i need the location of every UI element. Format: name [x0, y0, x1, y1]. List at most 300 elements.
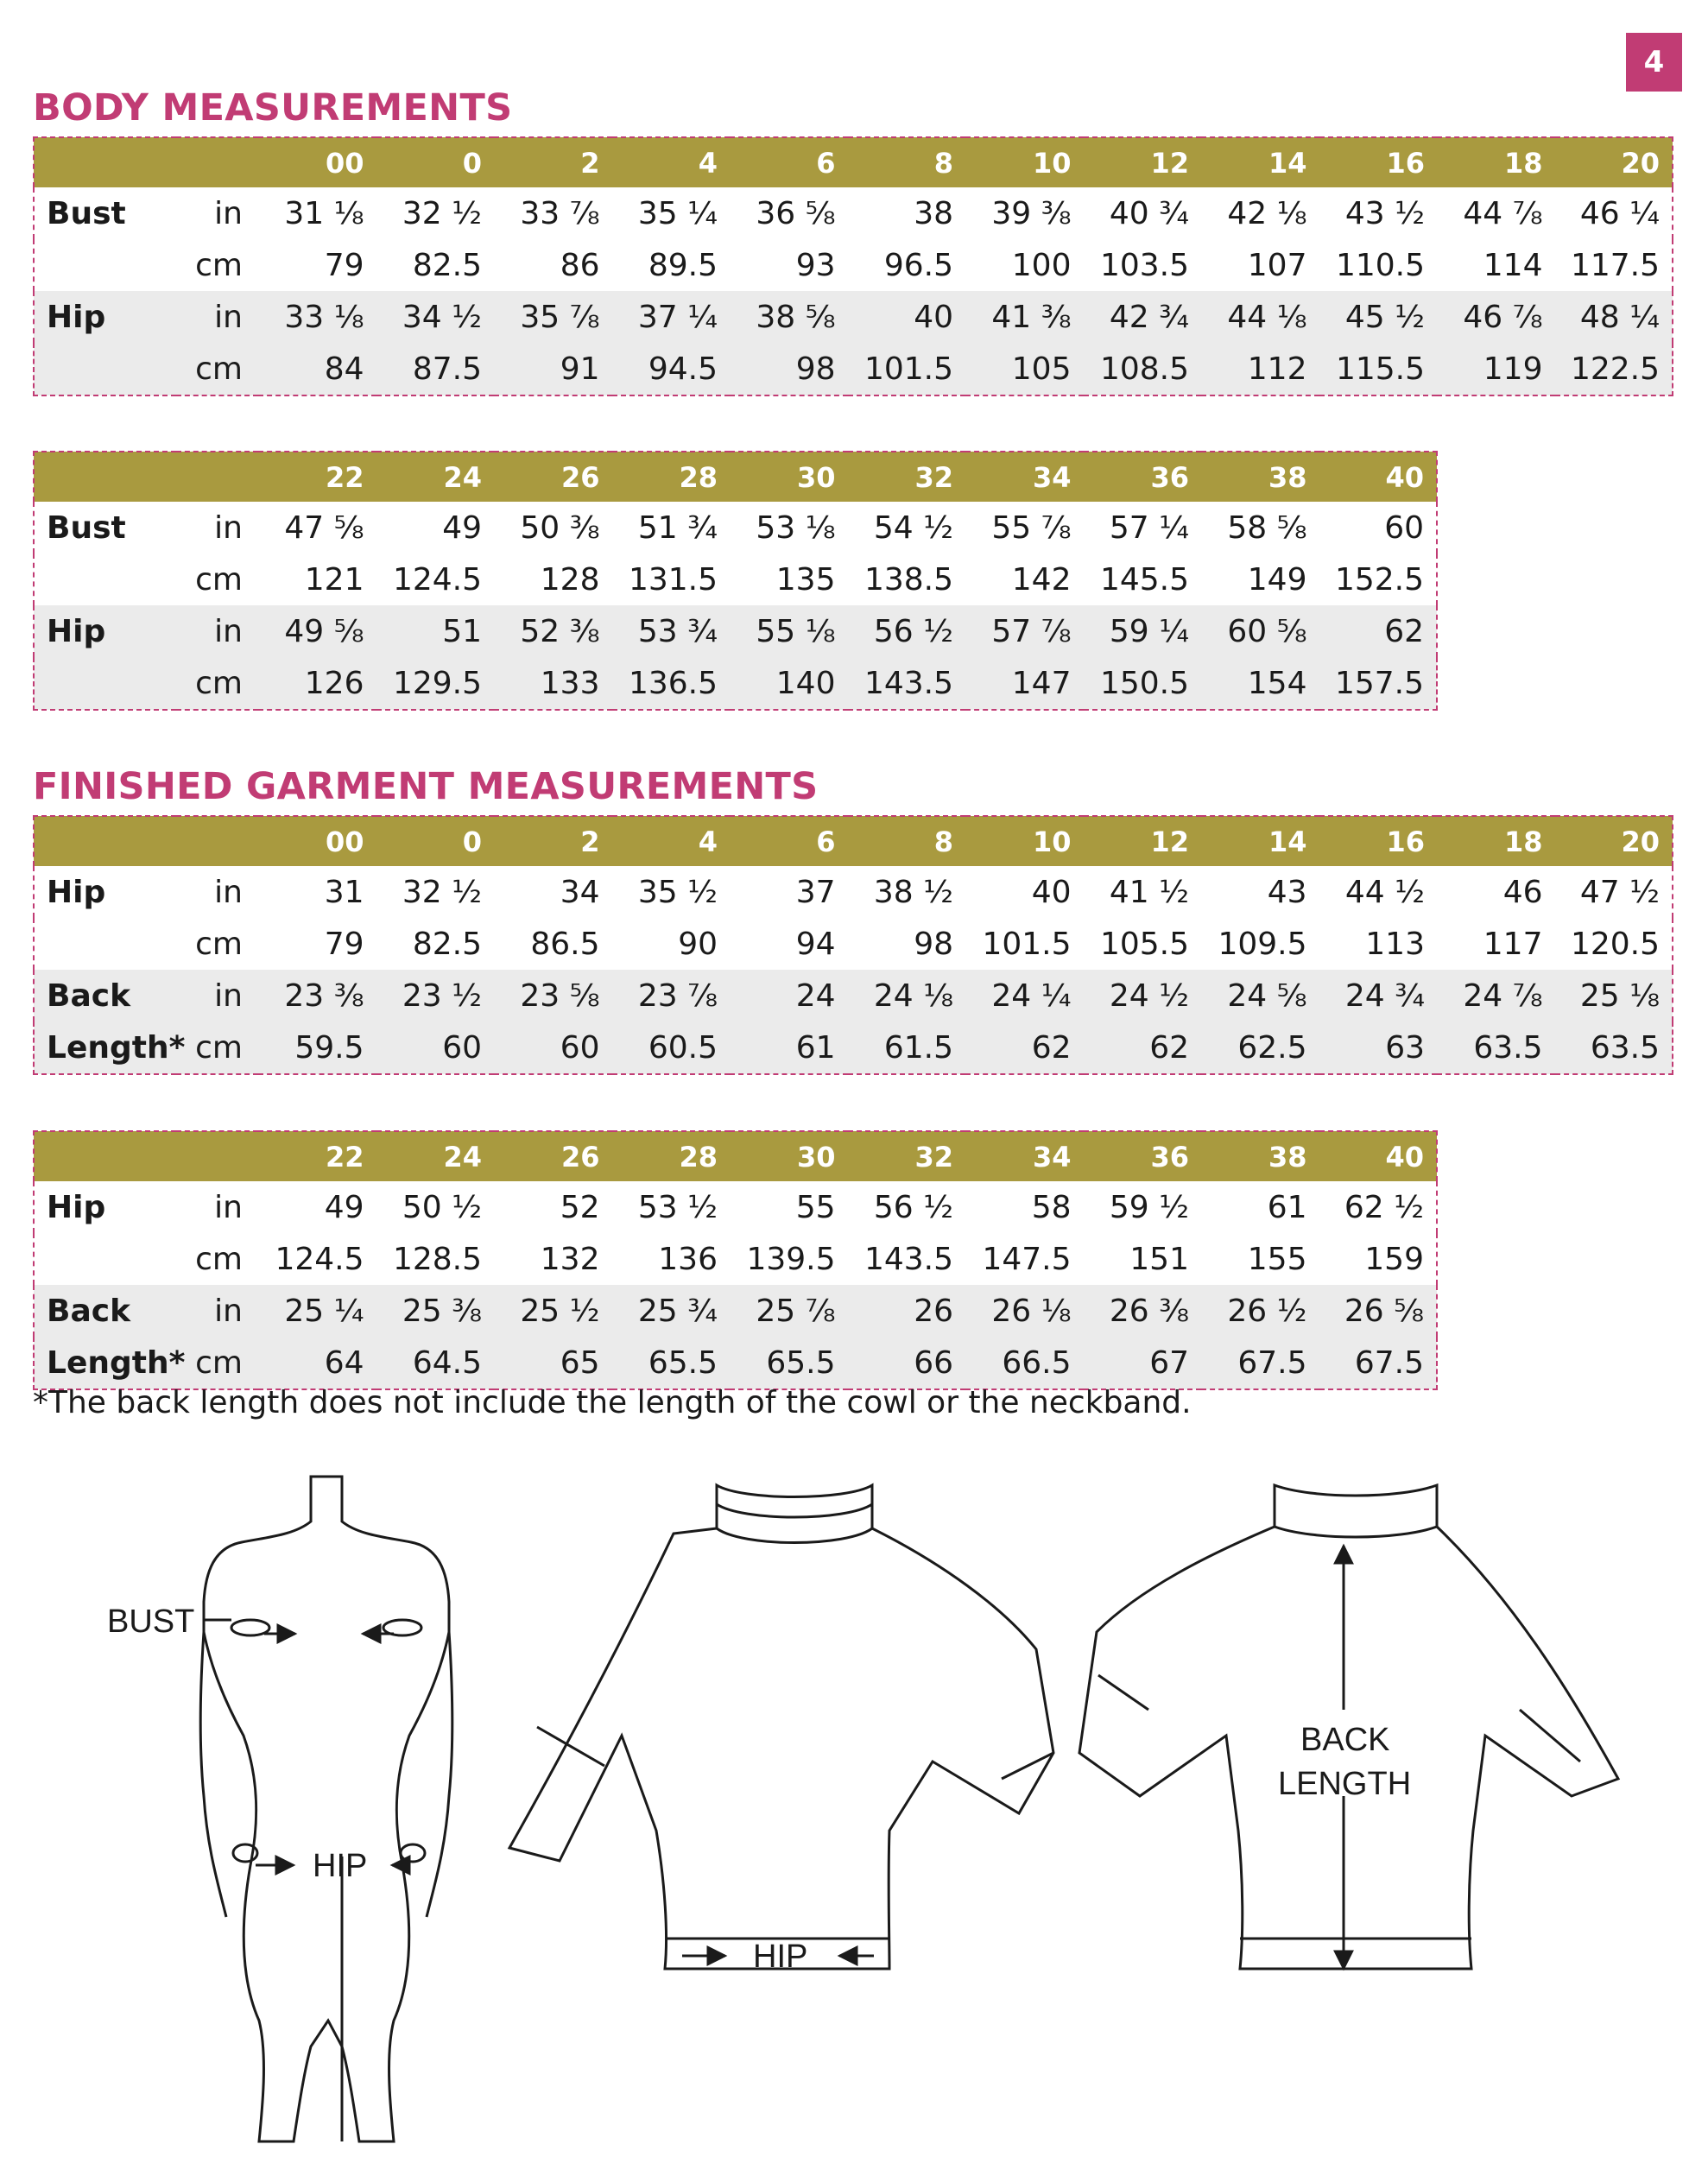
- measurement-value: 24 ⅝: [1201, 970, 1319, 1022]
- back-length-footnote: *The back length does not include the length of the cowl or the neckband.: [33, 1385, 1192, 1420]
- size-header-cell: 34: [965, 1131, 1084, 1181]
- measurement-label: [34, 553, 176, 605]
- garment-measurements-table-1: [33, 815, 1673, 1075]
- measurement-label: Length*: [34, 1337, 176, 1389]
- size-header-cell: 28: [612, 452, 731, 502]
- measurement-value: 143.5: [863, 1241, 953, 1277]
- size-header-cell: 38: [1201, 1131, 1319, 1181]
- size-header-cell: 32: [848, 1131, 966, 1181]
- front-body-outline: [509, 1528, 1053, 1969]
- measurement-value: 117: [1483, 926, 1543, 962]
- measurement-value: 40: [1031, 874, 1072, 910]
- size-header-cell: 10: [965, 816, 1084, 866]
- measurement-value: 49: [442, 509, 482, 546]
- measurement-value: 128: [540, 561, 600, 598]
- size-header-cell: 4: [612, 816, 731, 866]
- size-header-cell: 14: [1201, 816, 1319, 866]
- measurement-value: 47 ½: [1579, 874, 1660, 910]
- measurement-value: 51: [376, 605, 495, 657]
- size-header-row: [34, 1131, 1437, 1181]
- measurement-value: 26 ⅝: [1319, 1285, 1438, 1337]
- garment-measurements-table-2: [33, 1130, 1438, 1390]
- measurement-value: 25 ¾: [612, 1285, 731, 1337]
- size-header-cell: 24: [376, 1131, 495, 1181]
- header-blank-cell: [34, 452, 176, 502]
- body-measurements-title: BODY MEASUREMENTS: [33, 86, 513, 130]
- measurement-value: 62: [965, 1022, 1084, 1074]
- measurement-value: 39 ⅜: [991, 195, 1072, 231]
- size-header-cell: 34: [965, 452, 1084, 502]
- size-header-cell: 6: [730, 816, 848, 866]
- measurement-value: 46 ¼: [1579, 195, 1660, 231]
- unit-label: in: [176, 1285, 258, 1337]
- measurement-value: 150.5: [1084, 657, 1202, 710]
- measurement-value: 65.5: [730, 1337, 848, 1389]
- measurement-label: Bust: [47, 509, 126, 546]
- size-header-cell: 26: [494, 1131, 612, 1181]
- measurement-value: 53 ⅛: [756, 509, 836, 546]
- measurement-value: 103.5: [1099, 247, 1189, 283]
- measurement-value: 34 ½: [376, 291, 495, 343]
- garment-hip-label: HIP: [753, 1939, 808, 1975]
- size-header-cell: 12: [1084, 816, 1202, 866]
- measurement-value: 32 ½: [402, 195, 482, 231]
- size-header-cell: 30: [730, 1131, 848, 1181]
- measurement-value: 60.5: [612, 1022, 731, 1074]
- measurement-value: 87.5: [376, 343, 495, 395]
- size-header-cell: 20: [1555, 137, 1673, 187]
- right-arm-outline: [427, 1632, 452, 1917]
- measurement-label: Bust: [47, 195, 126, 231]
- measurement-value: 119: [1437, 343, 1555, 395]
- measurement-label: [34, 239, 176, 291]
- measurement-value: 43: [1267, 874, 1307, 910]
- size-header-cell: 0: [376, 137, 495, 187]
- measurement-row: [34, 239, 1673, 291]
- measurement-value: 152.5: [1334, 561, 1424, 598]
- unit-label: in: [214, 509, 243, 546]
- measurement-value: 26 ⅜: [1084, 1285, 1202, 1337]
- measurement-value: 60: [1384, 509, 1424, 546]
- measurement-row: [34, 605, 1437, 657]
- measurement-value: 67.5: [1319, 1337, 1438, 1389]
- size-header-cell: 22: [258, 452, 376, 502]
- size-header-cell: 14: [1201, 137, 1319, 187]
- measurement-row: [34, 553, 1437, 605]
- measurement-value: 26: [848, 1285, 966, 1337]
- size-header-cell: 18: [1437, 137, 1555, 187]
- measurement-value: 42 ⅛: [1227, 195, 1307, 231]
- measurement-value: 50 ⅜: [520, 509, 600, 546]
- measurement-value: 31: [324, 874, 364, 910]
- measurement-value: 105.5: [1099, 926, 1189, 962]
- measurement-value: 90: [678, 926, 718, 962]
- measurement-value: 25 ½: [494, 1285, 612, 1337]
- measurement-value: 25 ⅞: [730, 1285, 848, 1337]
- measurement-row: [34, 291, 1673, 343]
- measurement-value: 23 ⅝: [494, 970, 612, 1022]
- size-header-cell: 24: [376, 452, 495, 502]
- size-header-cell: 12: [1084, 137, 1202, 187]
- measurement-value: 56 ½: [848, 605, 966, 657]
- measurement-value: 122.5: [1555, 343, 1673, 395]
- measurement-diagrams: [0, 1451, 1708, 2176]
- size-header-cell: 40: [1319, 1131, 1438, 1181]
- measurement-label: Length*: [34, 1022, 176, 1074]
- header-blank-cell: [176, 1131, 258, 1181]
- measurement-value: 58: [1031, 1189, 1072, 1225]
- size-header-cell: 36: [1084, 452, 1202, 502]
- unit-label: cm: [176, 1337, 258, 1389]
- measurement-value: 23 ⅜: [258, 970, 376, 1022]
- measurement-value: 126: [258, 657, 376, 710]
- measurement-value: 147.5: [982, 1241, 1072, 1277]
- measurement-row: [34, 657, 1437, 710]
- measurement-value: 31 ⅛: [284, 195, 364, 231]
- measurement-value: 65: [494, 1337, 612, 1389]
- measurement-value: 59.5: [258, 1022, 376, 1074]
- size-header-cell: 4: [612, 137, 731, 187]
- measurement-value: 62 ½: [1344, 1189, 1424, 1225]
- measurement-value: 82.5: [412, 926, 482, 962]
- measurement-value: 38 ½: [873, 874, 953, 910]
- measurement-value: 79: [324, 926, 364, 962]
- unit-label: cm: [176, 343, 258, 395]
- measurement-value: 64.5: [376, 1337, 495, 1389]
- measurement-value: 135: [775, 561, 836, 598]
- measurement-value: 33 ⅛: [258, 291, 376, 343]
- left-arm-outline: [200, 1632, 226, 1917]
- measurement-value: 100: [1011, 247, 1072, 283]
- measurement-row: [34, 918, 1673, 970]
- measurement-value: 57 ⅞: [965, 605, 1084, 657]
- header-blank-cell: [176, 452, 258, 502]
- measurement-value: 139.5: [746, 1241, 836, 1277]
- unit-label: cm: [195, 247, 243, 283]
- size-header-cell: 18: [1437, 816, 1555, 866]
- measurement-value: 25 ⅜: [376, 1285, 495, 1337]
- measurement-value: 48 ¼: [1555, 291, 1673, 343]
- measurement-value: 41 ⅜: [965, 291, 1084, 343]
- measurement-value: 62: [1319, 605, 1438, 657]
- measurement-value: 44 ⅛: [1201, 291, 1319, 343]
- measurement-value: 94: [795, 926, 836, 962]
- measurement-value: 35 ½: [637, 874, 718, 910]
- measurement-label: Hip: [34, 605, 176, 657]
- measurement-value: 25 ¼: [258, 1285, 376, 1337]
- bust-ring-left: [231, 1620, 269, 1635]
- unit-label: cm: [195, 561, 243, 598]
- unit-label: in: [176, 291, 258, 343]
- measurement-value: 55 ⅞: [991, 509, 1072, 546]
- measurement-value: 38: [914, 195, 953, 231]
- unit-label: cm: [195, 926, 243, 962]
- back-left-cuff-line: [1098, 1675, 1148, 1710]
- measurement-value: 60: [376, 1022, 495, 1074]
- measurement-value: 98: [730, 343, 848, 395]
- measurement-value: 26 ½: [1201, 1285, 1319, 1337]
- front-left-cuff-line: [537, 1727, 604, 1766]
- measurement-value: 62.5: [1201, 1022, 1319, 1074]
- size-header-cell: 38: [1201, 452, 1319, 502]
- size-header-cell: 32: [848, 452, 966, 502]
- measurement-value: 96.5: [883, 247, 953, 283]
- measurement-value: 53 ½: [637, 1189, 718, 1225]
- size-header-cell: 8: [848, 137, 966, 187]
- size-header-cell: 00: [258, 137, 376, 187]
- unit-label: in: [176, 970, 258, 1022]
- measurement-label: Back: [34, 970, 176, 1022]
- size-header-cell: 40: [1319, 452, 1438, 502]
- measurement-value: 66: [848, 1337, 966, 1389]
- measurement-row: [34, 1181, 1437, 1233]
- size-header-cell: 30: [730, 452, 848, 502]
- measurement-value: 46: [1502, 874, 1543, 910]
- measurement-value: 151: [1129, 1241, 1189, 1277]
- measurement-value: 52: [560, 1189, 600, 1225]
- measurement-value: 45 ½: [1319, 291, 1438, 343]
- measurement-value: 24 ¼: [965, 970, 1084, 1022]
- measurement-value: 132: [540, 1241, 600, 1277]
- measurement-value: 60 ⅝: [1201, 605, 1319, 657]
- measurement-value: 101.5: [982, 926, 1072, 962]
- measurement-value: 140: [730, 657, 848, 710]
- header-blank-cell: [176, 137, 258, 187]
- measurement-row: [34, 970, 1673, 1022]
- unit-label: cm: [176, 1022, 258, 1074]
- size-header-cell: 2: [494, 816, 612, 866]
- measurement-value: 43 ½: [1344, 195, 1425, 231]
- measurement-label: [34, 1233, 176, 1285]
- measurement-value: 37 ¼: [612, 291, 731, 343]
- measurement-label: [34, 657, 176, 710]
- measurement-row: [34, 502, 1437, 553]
- measurement-value: 136.5: [612, 657, 731, 710]
- measurement-value: 23 ½: [376, 970, 495, 1022]
- measurement-value: 61.5: [848, 1022, 966, 1074]
- measurement-value: 49: [324, 1189, 364, 1225]
- size-header-cell: 10: [965, 137, 1084, 187]
- measurement-value: 63.5: [1437, 1022, 1555, 1074]
- size-header-cell: 20: [1555, 816, 1673, 866]
- header-blank-cell: [34, 137, 176, 187]
- measurement-value: 42 ¾: [1084, 291, 1202, 343]
- measurement-value: 60: [494, 1022, 612, 1074]
- measurement-value: 23 ⅞: [612, 970, 731, 1022]
- measurement-value: 155: [1247, 1241, 1307, 1277]
- header-blank-cell: [176, 816, 258, 866]
- front-cowl: [717, 1485, 872, 1543]
- measurement-value: 101.5: [848, 343, 966, 395]
- measurement-value: 120.5: [1570, 926, 1660, 962]
- measurement-value: 91: [494, 343, 612, 395]
- size-header-cell: 6: [730, 137, 848, 187]
- measurement-label: Hip: [47, 1189, 106, 1225]
- measurement-value: 66.5: [965, 1337, 1084, 1389]
- back-length-label-1: BACK: [1300, 1722, 1390, 1758]
- front-cowl-fold: [717, 1504, 872, 1517]
- measurement-value: 98: [914, 926, 953, 962]
- page-number-badge: 4: [1626, 33, 1682, 92]
- measurement-value: 147: [965, 657, 1084, 710]
- bust-label: BUST: [107, 1604, 195, 1640]
- measurement-value: 33 ⅞: [520, 195, 600, 231]
- measurement-value: 36 ⅝: [756, 195, 836, 231]
- measurement-value: 57 ¼: [1109, 509, 1189, 546]
- measurement-value: 40 ¾: [1109, 195, 1189, 231]
- measurement-value: 136: [658, 1241, 718, 1277]
- size-header-row: [34, 452, 1437, 502]
- body-hip-label: HIP: [313, 1848, 368, 1884]
- measurement-value: 79: [324, 247, 364, 283]
- measurement-value: 62: [1084, 1022, 1202, 1074]
- measurement-value: 105: [965, 343, 1084, 395]
- measurement-value: 113: [1365, 926, 1425, 962]
- size-header-cell: 16: [1319, 816, 1438, 866]
- unit-label: in: [176, 605, 258, 657]
- unit-label: in: [214, 1189, 243, 1225]
- measurement-value: 86: [560, 247, 600, 283]
- body-measurements-table-1: [33, 136, 1673, 396]
- measurement-row: [34, 187, 1673, 239]
- measurement-value: 59 ½: [1109, 1189, 1189, 1225]
- measurement-value: 53 ¾: [612, 605, 731, 657]
- measurement-value: 35 ⅞: [494, 291, 612, 343]
- measurement-value: 44 ⅞: [1463, 195, 1543, 231]
- measurement-value: 65.5: [612, 1337, 731, 1389]
- measurement-value: 117.5: [1570, 247, 1660, 283]
- measurement-value: 128.5: [392, 1241, 482, 1277]
- size-header-row: [34, 816, 1673, 866]
- measurement-value: 50 ½: [402, 1189, 482, 1225]
- measurement-row: [34, 1233, 1437, 1285]
- measurement-value: 35 ¼: [637, 195, 718, 231]
- measurement-value: 38 ⅝: [730, 291, 848, 343]
- measurement-value: 82.5: [412, 247, 482, 283]
- measurement-value: 110.5: [1335, 247, 1425, 283]
- measurement-value: 154: [1201, 657, 1319, 710]
- measurement-value: 61: [1267, 1189, 1307, 1225]
- measurement-row: [34, 866, 1673, 918]
- measurement-value: 86.5: [530, 926, 600, 962]
- size-header-cell: 2: [494, 137, 612, 187]
- size-header-cell: 22: [258, 1131, 376, 1181]
- measurement-value: 40: [848, 291, 966, 343]
- measurement-value: 55: [795, 1189, 836, 1225]
- hip-ring-right: [401, 1844, 425, 1862]
- measurement-value: 159: [1364, 1241, 1424, 1277]
- measurement-value: 52 ⅜: [494, 605, 612, 657]
- measurement-value: 24 ½: [1084, 970, 1202, 1022]
- body-figure: [200, 1477, 452, 2141]
- measurement-value: 93: [795, 247, 836, 283]
- measurement-value: 55 ⅛: [730, 605, 848, 657]
- measurement-row: [34, 343, 1673, 395]
- measurement-value: 67.5: [1201, 1337, 1319, 1389]
- measurement-value: 124.5: [275, 1241, 364, 1277]
- size-header-cell: 8: [848, 816, 966, 866]
- measurement-row: [34, 1337, 1437, 1389]
- measurement-value: 46 ⅞: [1437, 291, 1555, 343]
- measurement-value: 138.5: [863, 561, 953, 598]
- measurement-value: 56 ½: [873, 1189, 953, 1225]
- measurement-value: 63: [1319, 1022, 1438, 1074]
- garment-measurements-title: FINISHED GARMENT MEASUREMENTS: [33, 765, 819, 808]
- measurement-value: 49 ⅝: [258, 605, 376, 657]
- measurement-value: 64: [258, 1337, 376, 1389]
- measurement-value: 142: [1011, 561, 1072, 598]
- measurement-value: 61: [730, 1022, 848, 1074]
- measurement-value: 41 ½: [1109, 874, 1189, 910]
- size-header-cell: 16: [1319, 137, 1438, 187]
- header-blank-cell: [34, 816, 176, 866]
- unit-label: cm: [195, 1241, 243, 1277]
- measurement-value: 24 ⅛: [848, 970, 966, 1022]
- measurement-value: 115.5: [1319, 343, 1438, 395]
- measurement-label: [34, 918, 176, 970]
- measurement-value: 133: [494, 657, 612, 710]
- measurement-label: [34, 343, 176, 395]
- measurement-row: [34, 1022, 1673, 1074]
- measurement-value: 84: [258, 343, 376, 395]
- measurement-value: 143.5: [848, 657, 966, 710]
- measurement-value: 108.5: [1084, 343, 1202, 395]
- measurement-value: 47 ⅝: [284, 509, 364, 546]
- measurement-label: Back: [34, 1285, 176, 1337]
- measurement-value: 112: [1201, 343, 1319, 395]
- measurement-value: 26 ⅛: [965, 1285, 1084, 1337]
- measurement-value: 149: [1247, 561, 1307, 598]
- unit-label: in: [214, 874, 243, 910]
- unit-label: cm: [176, 657, 258, 710]
- measurement-value: 89.5: [648, 247, 718, 283]
- size-header-cell: 28: [612, 1131, 731, 1181]
- back-neckband: [1275, 1485, 1437, 1537]
- measurement-value: 157.5: [1319, 657, 1438, 710]
- measurement-value: 107: [1247, 247, 1307, 283]
- measurement-value: 44 ½: [1344, 874, 1425, 910]
- measurement-value: 129.5: [376, 657, 495, 710]
- measurement-value: 114: [1483, 247, 1543, 283]
- measurement-value: 24 ⅞: [1437, 970, 1555, 1022]
- measurement-value: 67: [1084, 1337, 1202, 1389]
- front-garment-figure: [509, 1485, 1053, 1969]
- measurement-value: 37: [795, 874, 836, 910]
- measurement-value: 24 ¾: [1319, 970, 1438, 1022]
- measurement-value: 32 ½: [402, 874, 482, 910]
- size-header-cell: 26: [494, 452, 612, 502]
- measurement-value: 131.5: [628, 561, 718, 598]
- measurement-value: 59 ¼: [1084, 605, 1202, 657]
- header-blank-cell: [34, 1131, 176, 1181]
- measurement-label: Hip: [47, 874, 106, 910]
- back-length-label-2: LENGTH: [1278, 1766, 1412, 1802]
- measurement-value: 25 ⅛: [1555, 970, 1673, 1022]
- measurement-value: 109.5: [1218, 926, 1307, 962]
- body-outline: [204, 1477, 449, 2141]
- size-header-row: [34, 137, 1673, 187]
- measurement-value: 24: [730, 970, 848, 1022]
- measurement-value: 94.5: [612, 343, 731, 395]
- measurement-value: 51 ¾: [637, 509, 718, 546]
- measurement-row: [34, 1285, 1437, 1337]
- unit-label: in: [214, 195, 243, 231]
- measurement-value: 121: [304, 561, 364, 598]
- measurement-value: 58 ⅝: [1227, 509, 1307, 546]
- measurement-value: 145.5: [1099, 561, 1189, 598]
- size-header-cell: 0: [376, 816, 495, 866]
- size-header-cell: 00: [258, 816, 376, 866]
